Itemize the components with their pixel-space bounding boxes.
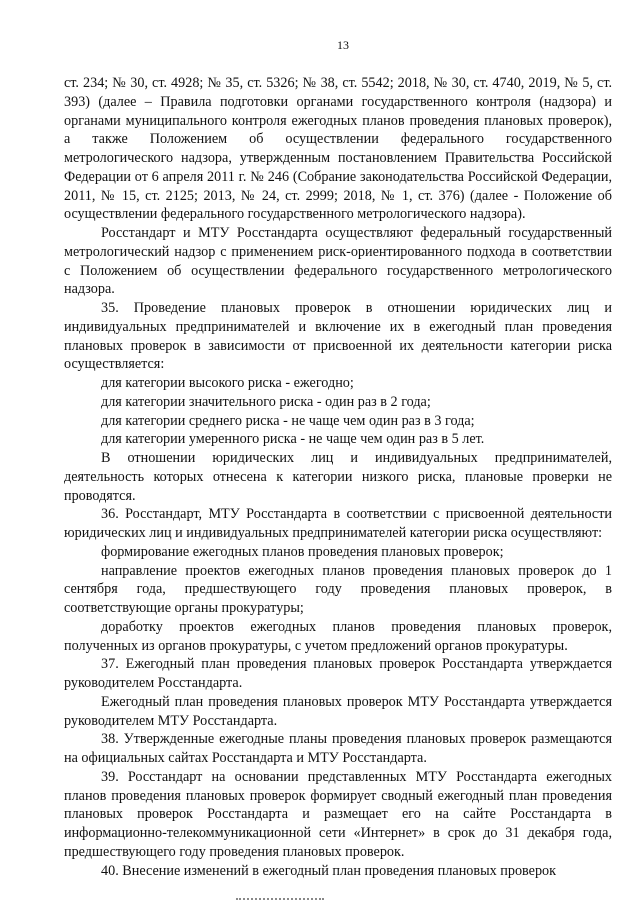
paragraph-rosstandart-supervision: Росстандарт и МТУ Росстандарта осуществляют федеральный государственный метрологический надзор с применением риск-ориентированного подхода в соответствии с Положением об осуществлении федерального государственного метрологического надзора. [64,225,612,298]
paragraph-36-item-sending: направление проектов ежегодных планов проведения плановых проверок до 1 сентября года, предшествующего году проведения плановых проверок, в соответствующие органы прокуратуры; [64,562,612,616]
paragraph-40: 40. Внесение изменений в ежегодный план проведения плановых проверок [101,862,557,879]
paragraph-36-item-forming: формирование ежегодных планов проведения плановых проверок; [101,543,504,560]
paragraph-39: 39. Росстандарт на основании представленных МТУ Росстандарта ежегодных планов проведения плановых проверок формирует сводный ежегодный план проведения плановых проверок Росстандарта и размещает его на сайте Росстандарта в информационно-телекоммуникационной сети «Интернет» в срок до 31 декабря года, предшествующего году проведения плановых проверок. [64,768,612,860]
paragraph-38: 38. Утвержденные ежегодные планы проведения плановых проверок размещаются на официальных сайтах Росстандарта и МТУ Росстандарта. [64,731,612,766]
paragraph-low-risk: В отношении юридических лиц и индивидуальных предпринимателей, деятельность которых отнесена к категории низкого риска, плановые проверки не проводятся. [64,450,612,504]
risk-item-medium: для категории среднего риска - не чаще чем один раз в 3 года; [101,412,475,429]
risk-item-moderate: для категории умеренного риска - не чаще чем один раз в 5 лет. [101,431,485,448]
paragraph-36-item-revising: доработку проектов ежегодных планов проведения плановых проверок, полученных из органов прокуратуры, с учетом предложений органов прокуратуры. [64,618,612,654]
paragraph-37: 37. Ежегодный план проведения плановых проверок Росстандарта утверждается руководителем Росстандарта. [64,656,612,691]
risk-item-high: для категории высокого риска - ежегодно; [101,375,354,391]
paragraph-35: 35. Проведение плановых проверок в отношении юридических лиц и индивидуальных предпринимателей и включение их в ежегодный план проведения плановых проверок в зависимости от присвоенной их деятельности категории риска осуществляется: [64,300,612,373]
paragraph-continuation: ст. 234; № 30, ст. 4928; № 35, ст. 5326; № 38, ст. 5542; 2018, № 30, ст. 4740, 2019, № 5, ст. 393) (далее – Правила подготовки органами государственного контроля (надзора) и органами муниципального контроля ежегодных планов проведения плановых проверок), а также Положением об осуществлении федерального государственного метрологического надзора, утвержденным постановлением Правительства Российской Федерации от 6 апреля 2011 г. № 246 (Собрание законодательства Российской Федерации, 2011, № 15, ст. 2125; 2013, № 24, ст. 2999; 2018, № 1, ст. 376) (далее - Положение об осуществлении федерального государственного метрологического надзора). [64,75,612,223]
paragraph-37-mtu: Ежегодный план проведения плановых проверок МТУ Росстандарта утверждается руководителем МТУ Росстандарта. [64,693,612,729]
scan-edge-mark [236,898,324,903]
document-body [64,74,612,880]
page-number: 13 [337,38,349,52]
paragraph-36: 36. Росстандарт, МТУ Росстандарта в соответствии с присвоенной деятельности юридических лиц и индивидуальных предпринимателей категории риска осуществляют: [64,506,612,541]
risk-item-significant: для категории значительного риска - один раз в 2 года; [101,393,431,410]
